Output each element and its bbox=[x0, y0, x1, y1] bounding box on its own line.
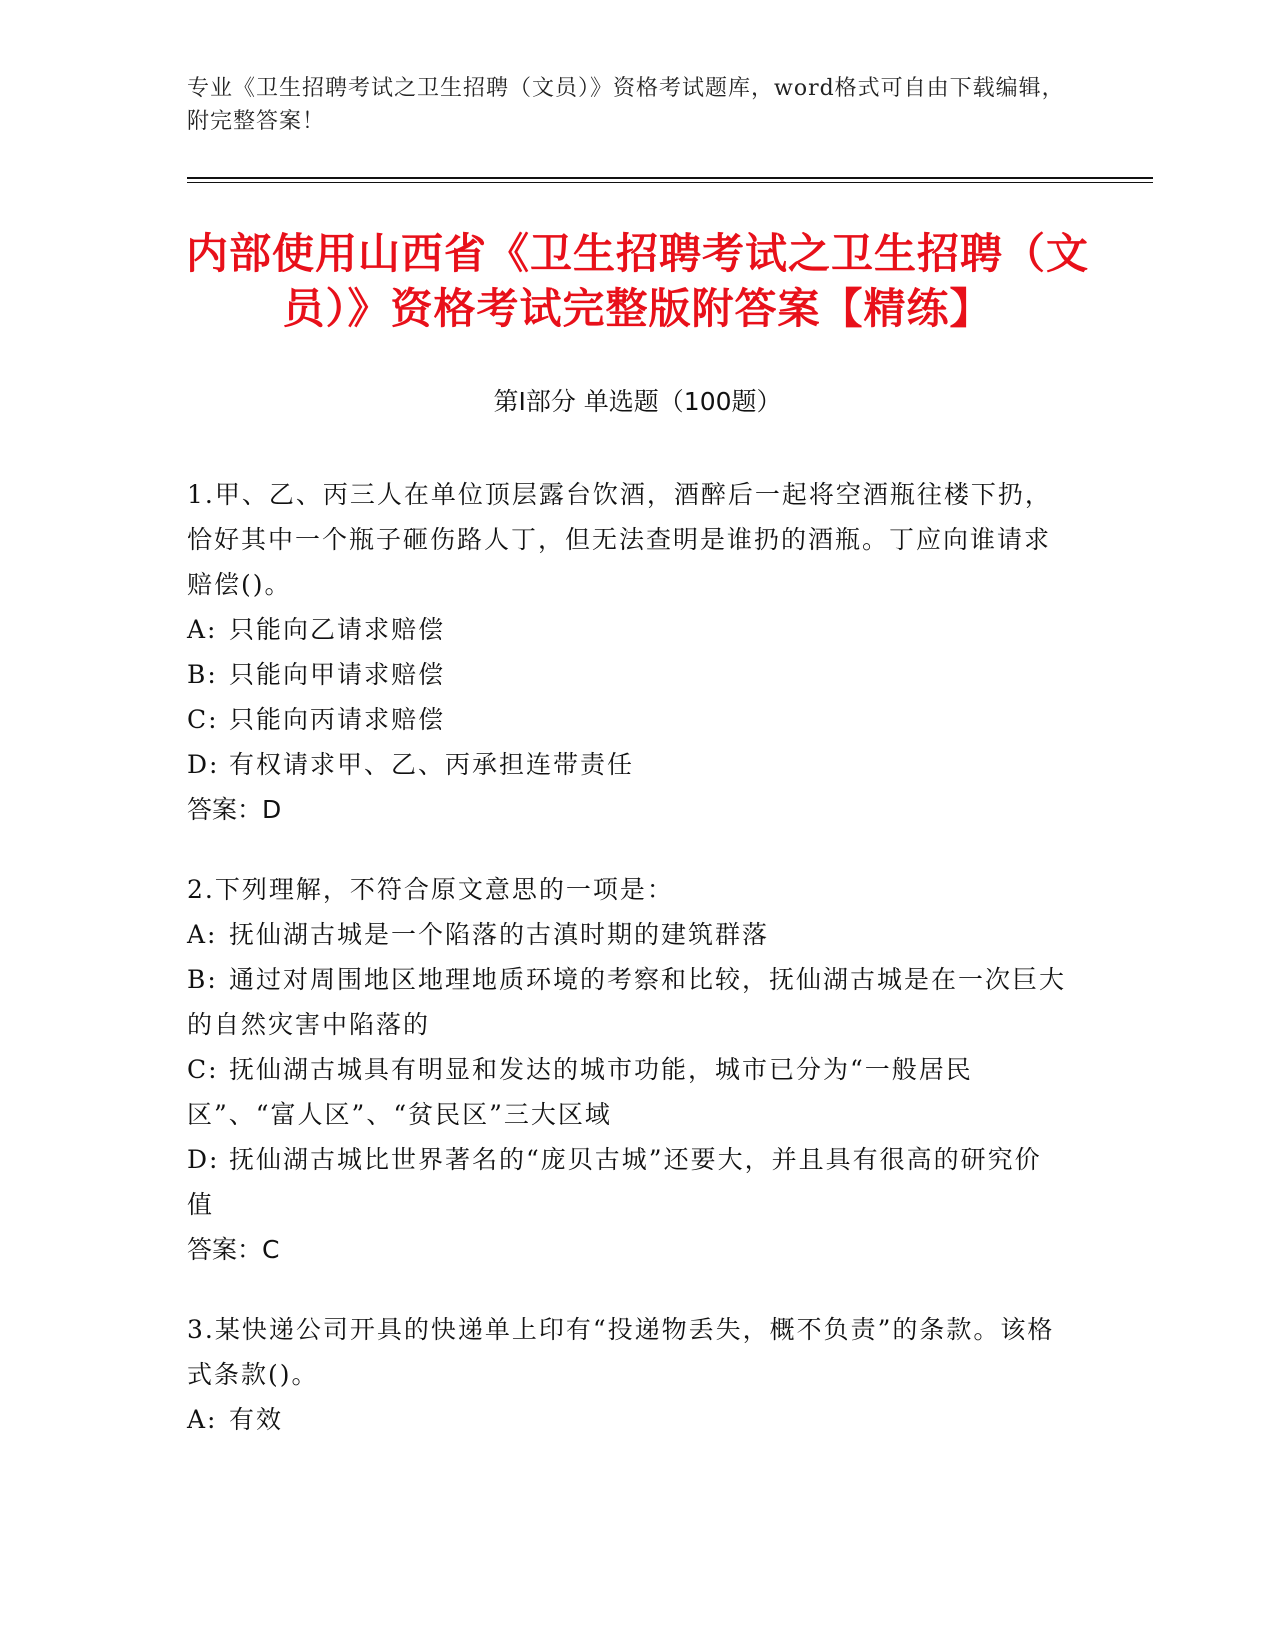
option-letter: C: bbox=[187, 705, 219, 734]
option-text: 抚仙湖古城具有明显和发达的城市功能，城市已分为“一般居民区”、“富人区”、“贫民区”三大区域 bbox=[187, 1055, 973, 1129]
option-letter: A: bbox=[187, 1405, 218, 1434]
answer-line: 答案：C bbox=[187, 1235, 280, 1264]
header-rule-thin bbox=[187, 182, 1153, 183]
option-text: 只能向甲请求赔偿 bbox=[229, 660, 446, 689]
option-text: 有效 bbox=[229, 1405, 284, 1434]
option-letter: C: bbox=[187, 1055, 219, 1084]
option-text: 只能向丙请求赔偿 bbox=[229, 705, 446, 734]
option-c bbox=[187, 697, 1067, 742]
option-a bbox=[187, 1397, 1067, 1442]
option-text: 抚仙湖古城是一个陷落的古滇时期的建筑群落 bbox=[229, 920, 770, 949]
option-text: 只能向乙请求赔偿 bbox=[229, 615, 446, 644]
option-letter: A: bbox=[187, 920, 218, 949]
option-b bbox=[187, 957, 1067, 1047]
header-rule-thick bbox=[187, 177, 1153, 179]
option-letter: A: bbox=[187, 615, 218, 644]
question-1 bbox=[187, 472, 1067, 832]
document-title: 内部使用山西省《卫生招聘考试之卫生招聘（文员）》资格考试完整版附答案【精练】 bbox=[185, 229, 1089, 333]
question-3 bbox=[187, 1307, 1067, 1442]
section-heading: 第Ⅰ部分 单选题（100题） bbox=[493, 387, 782, 416]
option-letter: D: bbox=[187, 750, 220, 779]
option-b bbox=[187, 652, 1067, 697]
option-c bbox=[187, 1047, 1067, 1137]
option-d bbox=[187, 742, 1067, 787]
option-text: 有权请求甲、乙、丙承担连带责任 bbox=[229, 750, 635, 779]
option-text: 通过对周围地区地理地质环境的考察和比较，抚仙湖古城是在一次巨大的自然灾害中陷落的 bbox=[187, 965, 1067, 1039]
option-text: 抚仙湖古城比世界著名的“庞贝古城”还要大，并且具有很高的研究价值 bbox=[187, 1145, 1042, 1219]
question-2 bbox=[187, 867, 1067, 1272]
question-stem: 1.甲、乙、丙三人在单位顶层露台饮酒，酒醉后一起将空酒瓶往楼下扔，恰好其中一个瓶子砸伤路人丁，但无法查明是谁扔的酒瓶。丁应向谁请求赔偿()。 bbox=[187, 480, 1052, 599]
option-a bbox=[187, 912, 1067, 957]
question-stem: 2.下列理解，不符合原文意思的一项是： bbox=[187, 875, 674, 904]
option-letter: B: bbox=[187, 965, 218, 994]
answer-line: 答案：D bbox=[187, 795, 282, 824]
option-letter: D: bbox=[187, 1145, 220, 1174]
option-a bbox=[187, 607, 1067, 652]
question-stem: 3.某快递公司开具的快递单上印有“投递物丢失，概不负责”的条款。该格式条款()。 bbox=[187, 1315, 1055, 1389]
question-list bbox=[187, 472, 1067, 1477]
option-letter: B: bbox=[187, 660, 218, 689]
header-note: 专业《卫生招聘考试之卫生招聘（文员）》资格考试题库，word格式可自由下载编辑，附完整答案！ bbox=[187, 76, 1065, 134]
option-d bbox=[187, 1137, 1067, 1227]
